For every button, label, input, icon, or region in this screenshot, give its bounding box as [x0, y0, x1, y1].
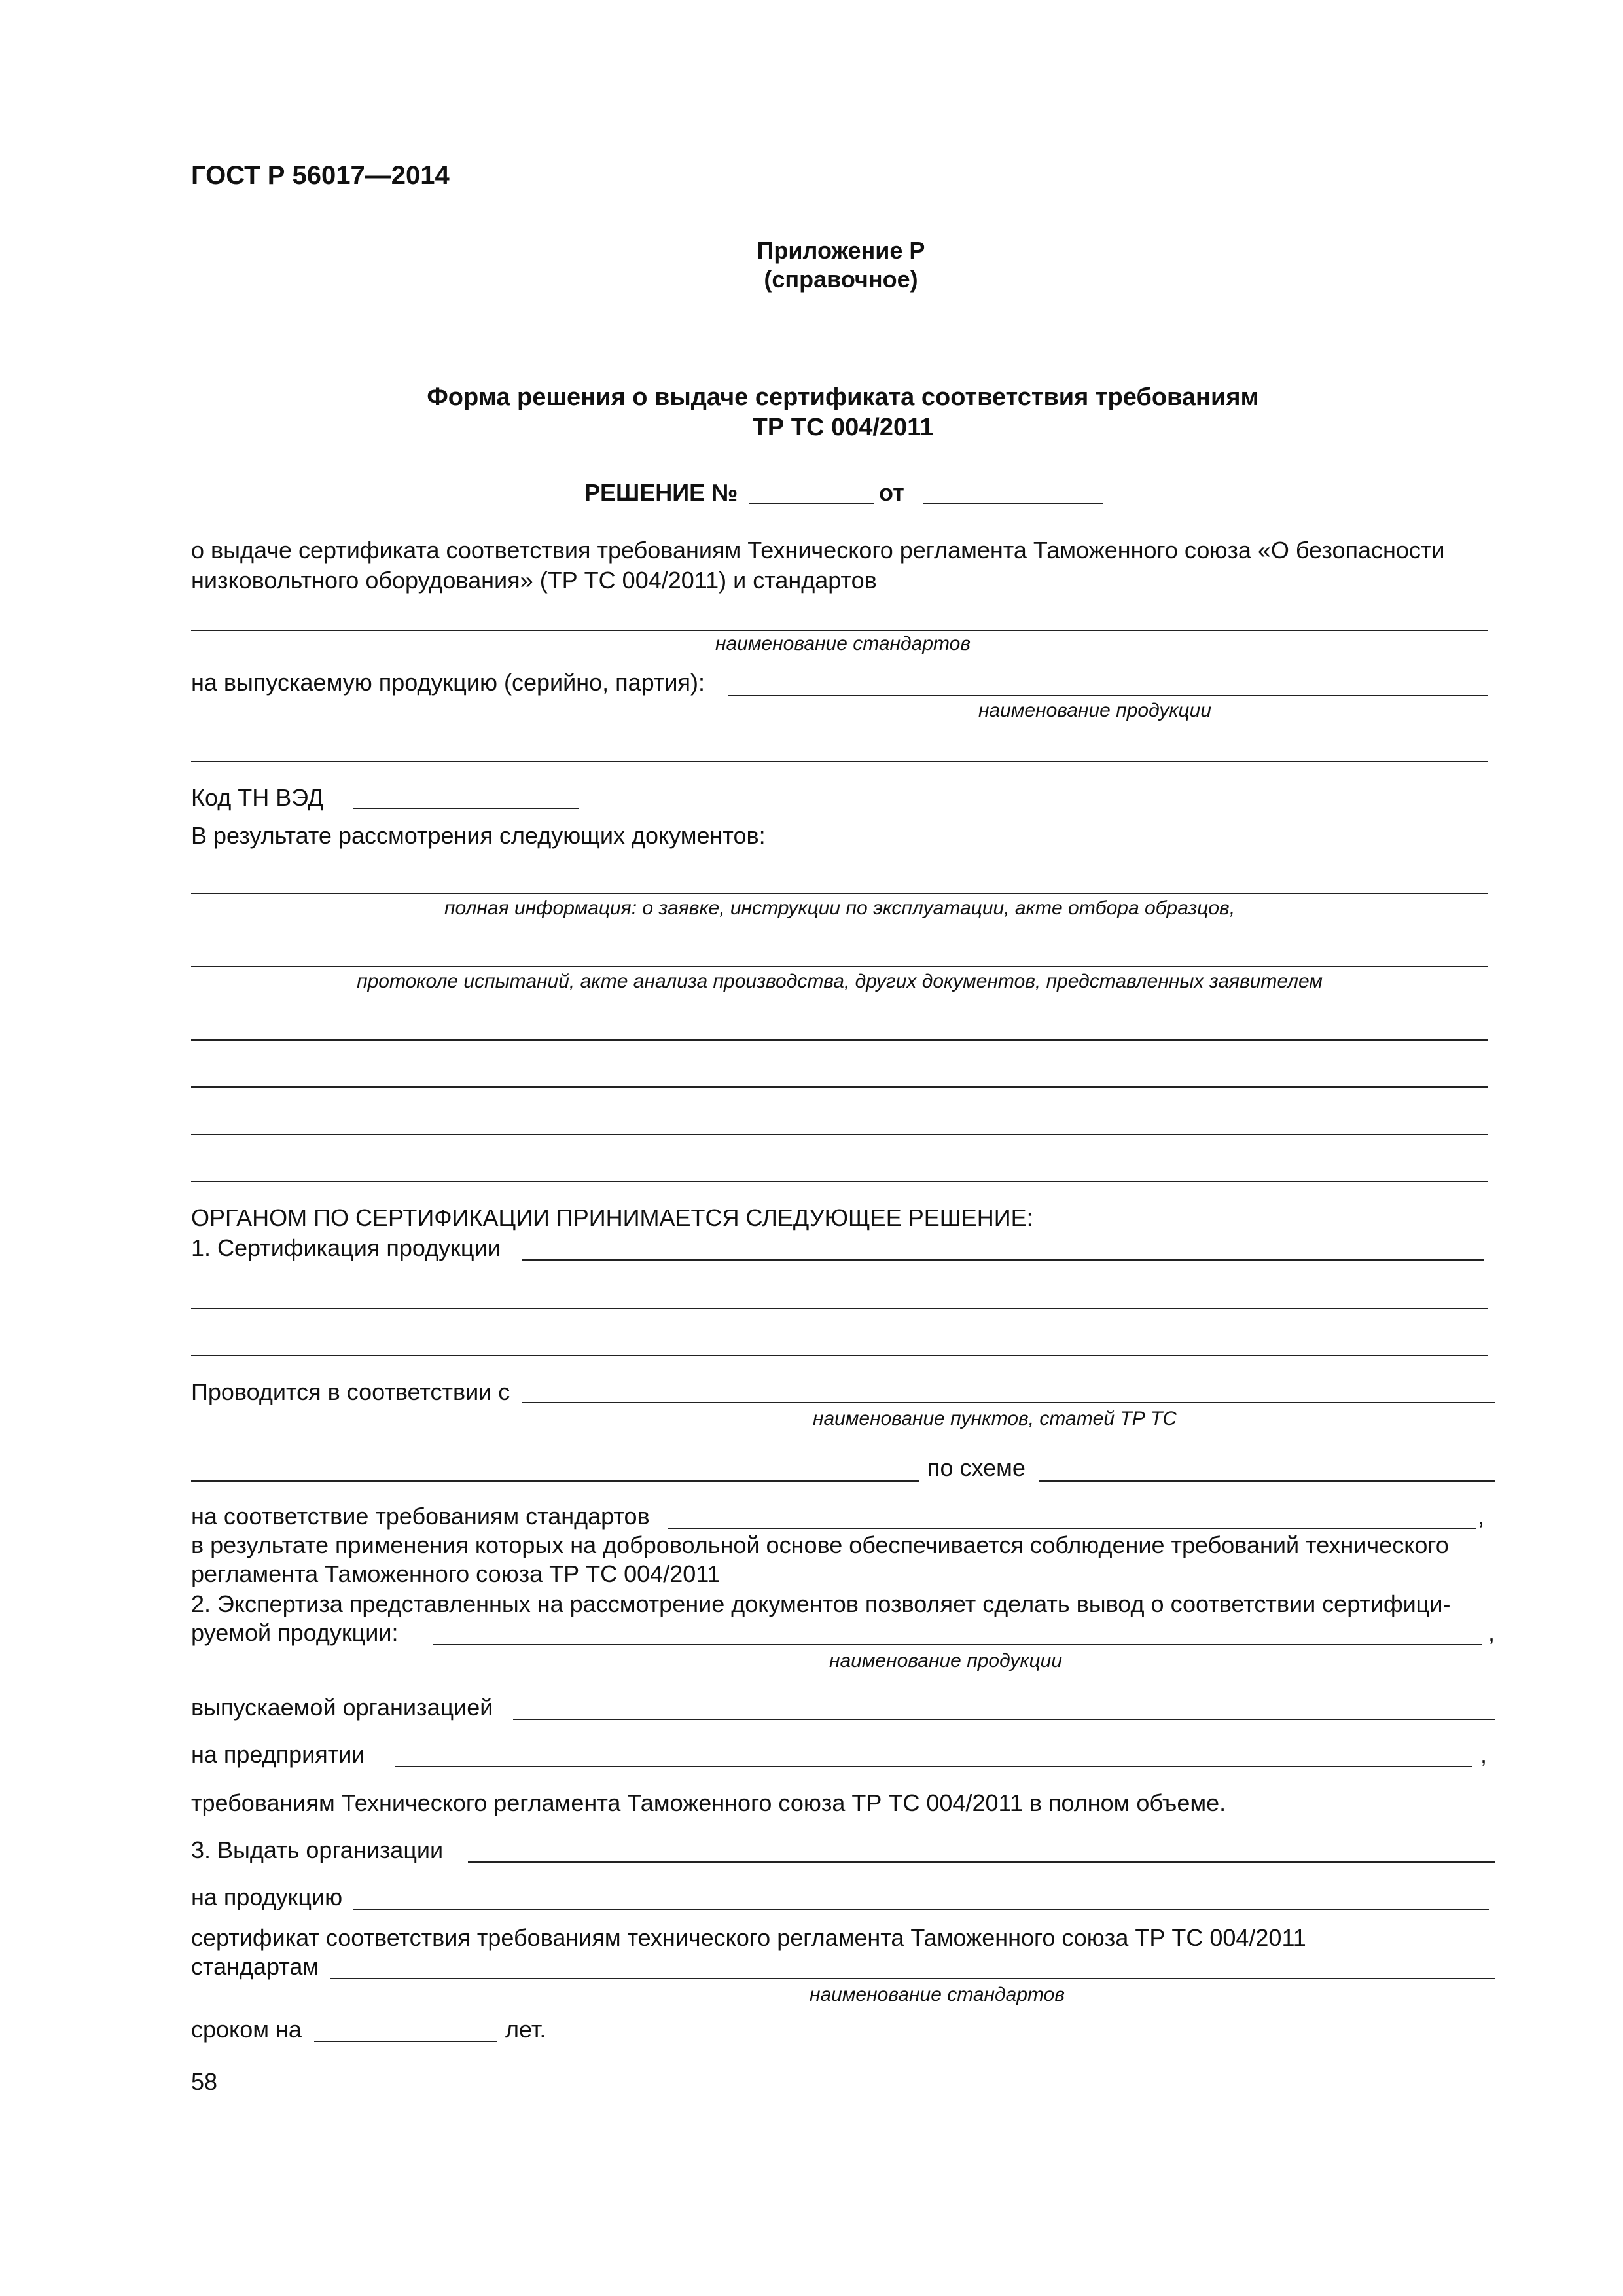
decision-label: РЕШЕНИЕ № [584, 479, 738, 506]
documents-field-6[interactable] [191, 1181, 1488, 1182]
standards-label: стандартам [191, 1953, 319, 1980]
doc-code: ГОСТ Р 56017—2014 [191, 161, 450, 190]
item2-caption: наименование продукции [829, 1650, 1063, 1672]
enterprise-field[interactable] [395, 1766, 1472, 1767]
documents-field-4[interactable] [191, 1086, 1488, 1088]
conducted-field[interactable] [522, 1402, 1495, 1403]
product-field-continued[interactable] [191, 761, 1488, 762]
scheme-field[interactable] [1039, 1480, 1495, 1482]
standards-issue-caption: наименование стандартов [809, 1984, 1065, 2005]
item2-line2: руемой продукции: [191, 1619, 399, 1646]
form-title-line2: ТР ТС 004/2011 [752, 414, 934, 441]
appendix-kind: (справочное) [764, 266, 918, 293]
organization-field[interactable] [513, 1719, 1495, 1720]
product-caption: наименование продукции [978, 700, 1212, 721]
appendix-title: Приложение Р [757, 237, 925, 264]
certification-field-2[interactable] [191, 1308, 1488, 1309]
intro-line2: низковольтного оборудования» (ТР ТС 004/2011) и стандартов [191, 567, 877, 594]
documents-caption-2: протоколе испытаний, акте анализа производства, других документов, представленных заявителем [357, 971, 1323, 992]
certification-field[interactable] [522, 1259, 1484, 1261]
enterprise-label: на предприятии [191, 1741, 365, 1768]
standards-compliance-field[interactable] [668, 1528, 1476, 1529]
certification-field-3[interactable] [191, 1355, 1488, 1356]
for-product-field[interactable] [353, 1909, 1489, 1910]
documents-field-2[interactable] [191, 966, 1488, 967]
term-unit: лет. [505, 2016, 546, 2043]
issue-organization-field[interactable] [468, 1861, 1495, 1863]
for-product-label: на продукцию [191, 1884, 343, 1910]
documents-field-1[interactable] [191, 893, 1488, 894]
comma-2: , [1488, 1619, 1495, 1646]
documents-field-3[interactable] [191, 1039, 1488, 1041]
intro-line1: о выдаче сертификата соответствия требованиям Технического регламента Таможенного союза «О безопасности [191, 537, 1445, 564]
documents-caption-1: полная информация: о заявке, инструкции по эксплуатации, акте отбора образцов, [444, 897, 1236, 919]
item3-label: 3. Выдать организации [191, 1837, 444, 1863]
decision-number-field[interactable] [749, 503, 874, 504]
tnved-label: Код ТН ВЭД [191, 784, 324, 811]
organization-label: выпускаемой организацией [191, 1694, 493, 1721]
standards-caption: наименование стандартов [715, 633, 971, 655]
documents-field-5[interactable] [191, 1134, 1488, 1135]
scheme-label: по схеме [927, 1454, 1026, 1481]
conducted-caption: наименование пунктов, статей ТР ТС [812, 1408, 1177, 1429]
decision-from-label: от [879, 479, 904, 506]
comma-3: , [1480, 1741, 1488, 1768]
documents-label: В результате рассмотрения следующих документов: [191, 822, 766, 849]
full-compliance-text: требованиям Технического регламента Таможенного союза ТР ТС 004/2011 в полном объеме. [191, 1789, 1226, 1816]
product-label: на выпускаемую продукцию (серийно, партия): [191, 669, 705, 696]
decision-date-field[interactable] [923, 503, 1103, 504]
standards-compliance-label: на соответствие требованиям стандартов [191, 1503, 650, 1530]
standards-issue-field[interactable] [330, 1978, 1495, 1979]
item1-label: 1. Сертификация продукции [191, 1234, 501, 1261]
item2-line1: 2. Экспертиза представленных на рассмотрение документов позволяет сделать вывод о соответствии сертифици- [191, 1590, 1451, 1617]
product-field[interactable] [728, 695, 1488, 696]
voluntary-line2: регламента Таможенного союза ТР ТС 004/2011 [191, 1560, 721, 1587]
term-label: сроком на [191, 2016, 302, 2043]
conducted-label: Проводится в соответствии с [191, 1378, 510, 1405]
standards-field[interactable] [191, 630, 1488, 631]
term-field[interactable] [314, 2041, 497, 2042]
page-number: 58 [191, 2068, 218, 2095]
item2-product-field[interactable] [433, 1644, 1482, 1645]
comma-1: , [1478, 1503, 1485, 1530]
form-title-line1: Форма решения о выдаче сертификата соответствия требованиям [427, 384, 1259, 411]
voluntary-line1: в результате применения которых на добровольной основе обеспечивается соблюдение требований технического [191, 1532, 1449, 1558]
tnved-field[interactable] [353, 808, 579, 809]
certificate-text: сертификат соответствия требованиям технического регламента Таможенного союза ТР ТС 004/2011 [191, 1924, 1306, 1951]
decision-heading: ОРГАНОМ ПО СЕРТИФИКАЦИИ ПРИНИМАЕТСЯ СЛЕДУЮЩЕЕ РЕШЕНИЕ: [191, 1204, 1033, 1231]
conducted-field-2[interactable] [191, 1480, 919, 1482]
